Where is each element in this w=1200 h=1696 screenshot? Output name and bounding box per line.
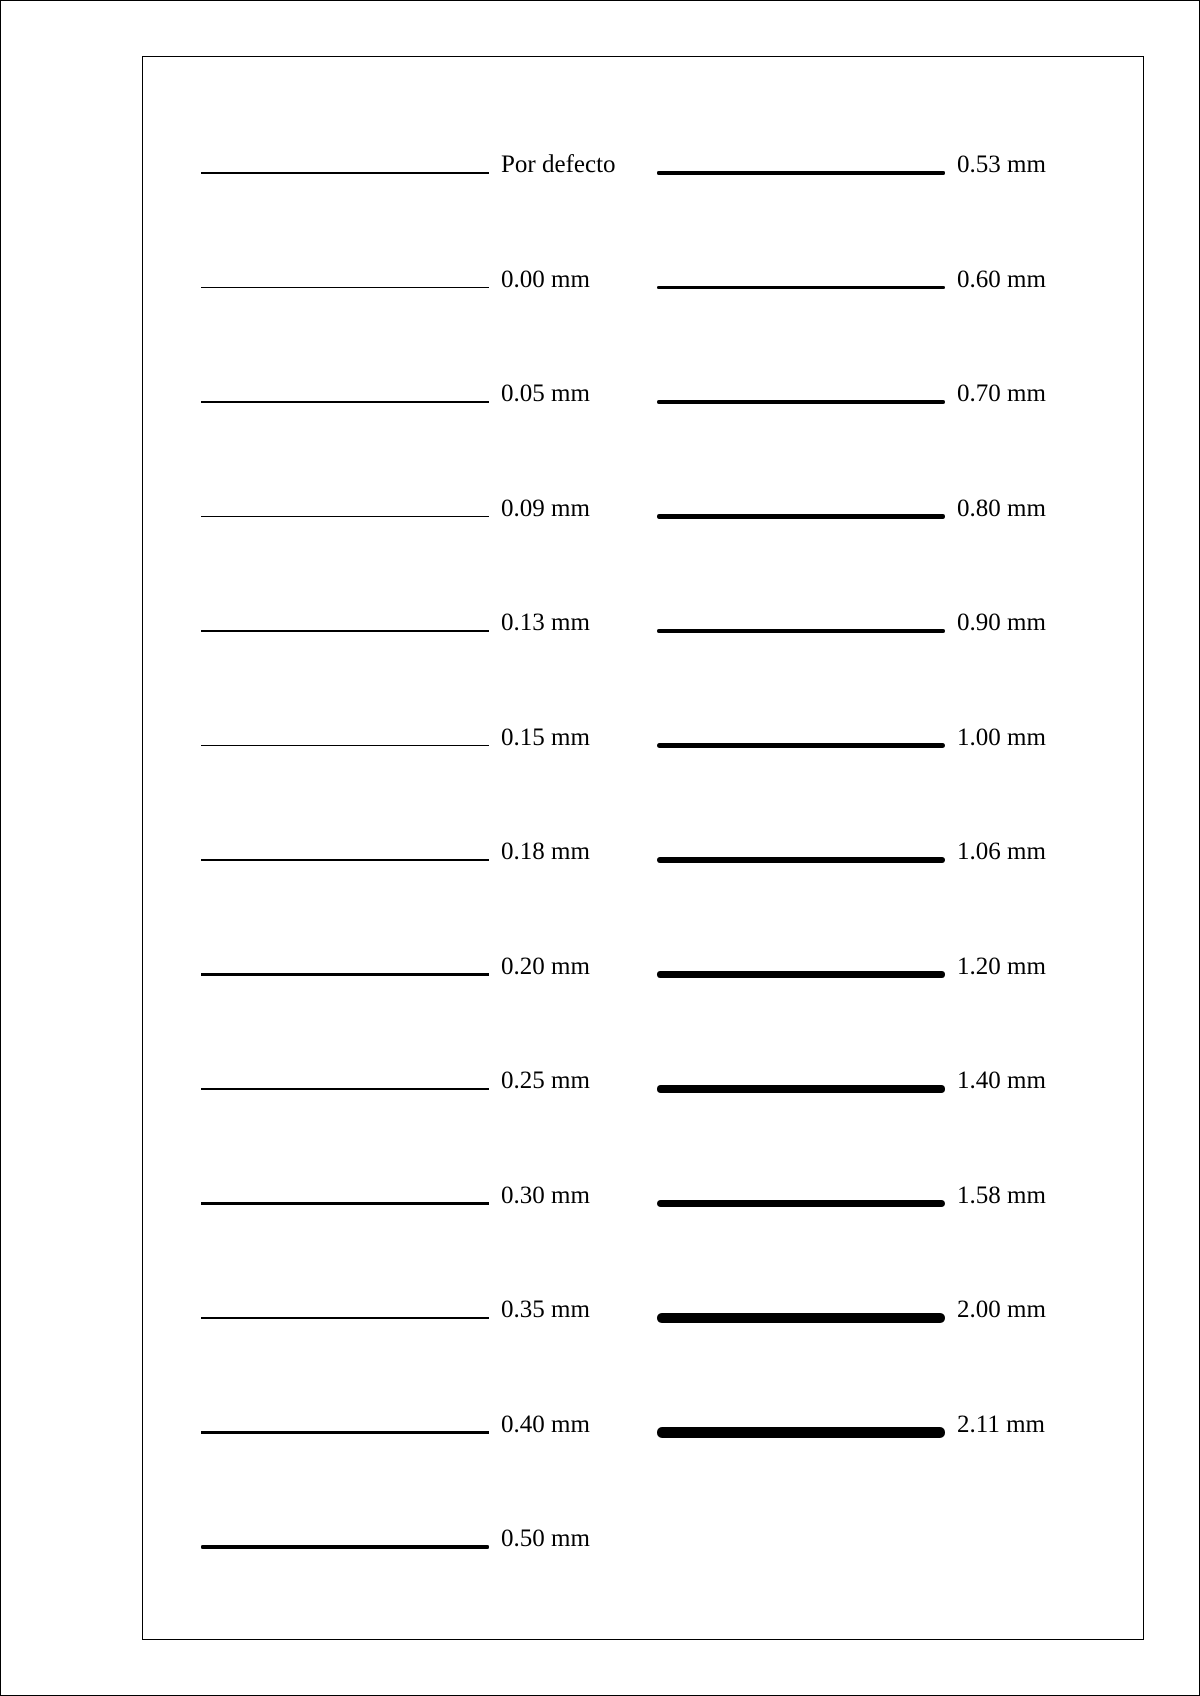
lineweight-sample-right: [657, 151, 1097, 181]
lineweight-line: [657, 857, 945, 863]
lineweight-label: 0.35 mm: [501, 1296, 590, 1323]
lineweight-label: 2.11 mm: [957, 1410, 1045, 1438]
lineweight-label: 0.20 mm: [501, 952, 590, 980]
lineweight-label: 0.90 mm: [957, 609, 1046, 636]
lineweight-sample-right: [657, 838, 1097, 868]
lineweight-sample-left: [201, 609, 641, 639]
lineweight-line: [657, 400, 945, 404]
lineweight-line: [201, 1202, 489, 1204]
lineweight-label: 0.13 mm: [501, 609, 590, 636]
lineweight-label: 0.70 mm: [957, 380, 1046, 407]
lineweight-sample-right: [657, 1410, 1097, 1441]
lineweight-label: 0.30 mm: [501, 1181, 590, 1209]
lineweight-line: [201, 859, 489, 861]
lineweight-line: [657, 629, 945, 634]
lineweight-line: [657, 514, 945, 519]
lineweight-label: 1.58 mm: [957, 1181, 1046, 1209]
lineweight-sample-left: [201, 1410, 641, 1441]
lineweight-sample-right: [657, 265, 1097, 296]
lineweight-line: [201, 516, 489, 518]
lineweight-label: 2.00 mm: [957, 1296, 1046, 1323]
lineweight-sample-left: [201, 380, 641, 410]
lineweight-sample-left: [201, 952, 641, 983]
lineweight-label: 0.15 mm: [501, 723, 590, 751]
lineweight-sample-right: [657, 609, 1097, 639]
lineweight-sample-right: [657, 723, 1097, 754]
lineweight-line: [201, 630, 489, 632]
lineweight-sample-right: [657, 380, 1097, 410]
lineweight-sample-right: [657, 1296, 1097, 1326]
lineweight-label: Por defecto: [501, 151, 616, 178]
lineweight-line: [201, 745, 489, 747]
lineweight-line: [201, 401, 489, 402]
lineweight-sheet: [142, 56, 1144, 1640]
lineweight-sample-left: [201, 494, 641, 525]
lineweight-line: [201, 1431, 489, 1434]
lineweight-sample-left: [201, 1296, 641, 1326]
lineweight-line: [657, 286, 945, 290]
lineweight-label: 1.00 mm: [957, 723, 1046, 751]
lineweight-line: [657, 743, 945, 748]
lineweight-line: [201, 1545, 489, 1548]
lineweight-label: 0.18 mm: [501, 838, 590, 865]
lineweight-line: [201, 172, 489, 173]
lineweight-line: [657, 1085, 945, 1092]
lineweight-sample-right: [657, 1181, 1097, 1212]
lineweight-sample-right: [657, 494, 1097, 525]
lineweight-label: 1.06 mm: [957, 838, 1046, 865]
lineweight-sample-left: [201, 1525, 641, 1555]
lineweight-label: 0.50 mm: [501, 1525, 590, 1552]
lineweight-sample-left: [201, 723, 641, 754]
lineweight-label: 0.25 mm: [501, 1067, 590, 1094]
lineweight-line: [201, 1088, 489, 1090]
lineweight-line: [201, 973, 489, 975]
lineweight-sample-right: [657, 952, 1097, 983]
lineweight-label: 0.05 mm: [501, 380, 590, 407]
lineweight-line: [201, 287, 489, 288]
lineweight-label: 1.20 mm: [957, 952, 1046, 980]
lineweight-label: 0.00 mm: [501, 265, 590, 293]
lineweight-line: [657, 1200, 945, 1208]
lineweight-line: [657, 1427, 945, 1437]
lineweight-line: [657, 971, 945, 977]
lineweight-line: [657, 1313, 945, 1323]
lineweight-line: [657, 171, 945, 174]
lineweight-label: 0.40 mm: [501, 1410, 590, 1438]
lineweight-label: 0.53 mm: [957, 151, 1046, 178]
lineweight-sample-right: [657, 1067, 1097, 1097]
lineweight-sample-left: [201, 1067, 641, 1097]
lineweight-sample-left: [201, 1181, 641, 1212]
lineweight-label: 0.09 mm: [501, 494, 590, 522]
lineweight-label: 1.40 mm: [957, 1067, 1046, 1094]
lineweight-sample-left: [201, 265, 641, 296]
lineweight-sample-left: [201, 151, 641, 181]
lineweight-label: 0.60 mm: [957, 265, 1046, 293]
lineweight-line: [201, 1317, 489, 1320]
lineweight-sample-left: [201, 838, 641, 868]
lineweight-label: 0.80 mm: [957, 494, 1046, 522]
